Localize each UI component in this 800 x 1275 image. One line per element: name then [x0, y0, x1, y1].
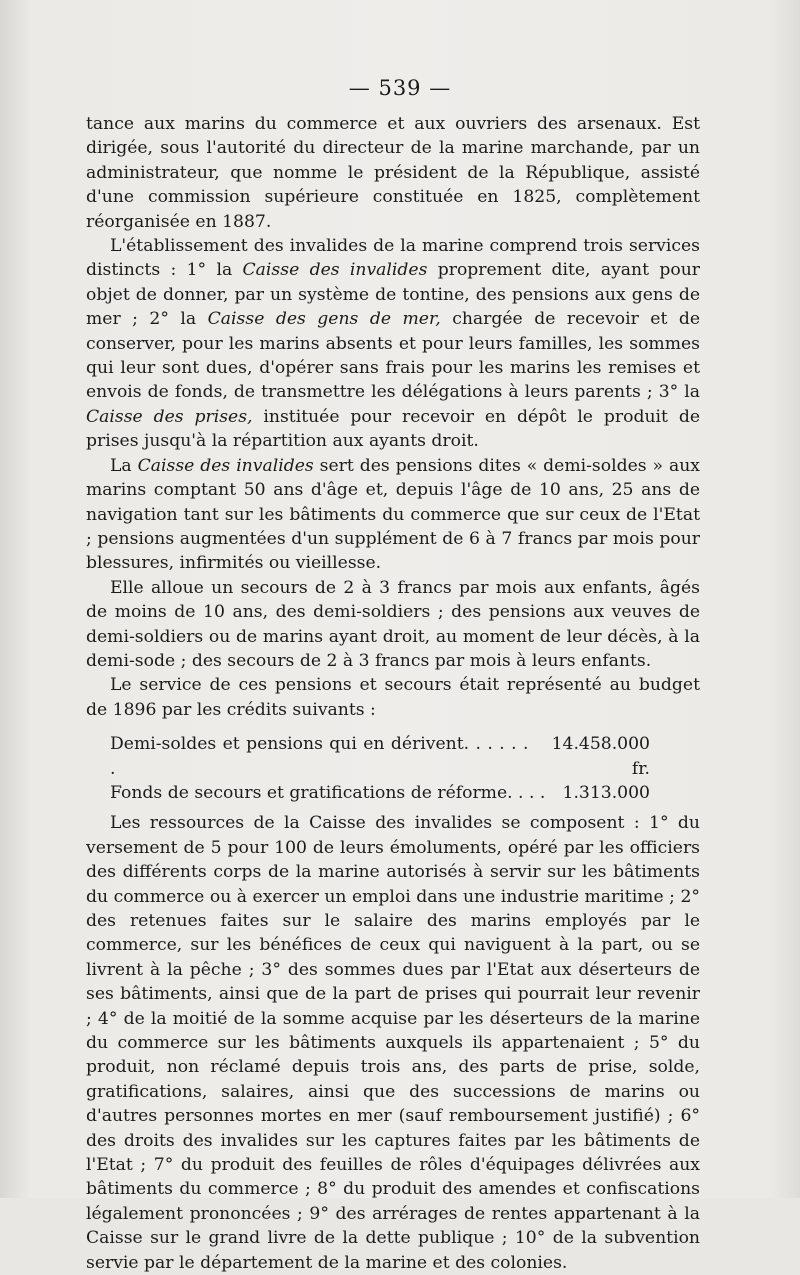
budget-row [110, 732, 650, 781]
paragraph-1: tance aux marins du commerce et aux ouvriers des arsenaux. Est dirigée, sous l'autorité du directeur de la marine marchande, par un administrateur, que nomme le président de la République, assisté d'une commission supérieure constituée en 1825, complètement réorganisée en 1887. [86, 114, 700, 232]
budget-label: Demi-soldes et pensions qui en dérivent. . . . . . . [110, 734, 529, 779]
budget-table [110, 732, 700, 805]
budget-amount: 14.458.000 fr. [551, 734, 650, 779]
budget-label: Fonds de secours et gratifications de réforme. . . . [110, 782, 546, 803]
term-caisse-prises: Caisse des prises, [86, 406, 253, 427]
paragraph-6: Les ressources de la Caisse des invalides se composent : 1° du versement de 5 pour 100 de leurs émoluments, opéré par les officiers des différents corps de la marine autorisés à servir sur les bâtiments du commerce ou à exercer un emploi dans une industrie maritime ; 2° des retenues faites sur le salaire des marins employés par le commerce, sur les bénéfices de ceux qui naviguent à la part, ou se livrent à la pêche ; 3° des sommes dues par l'Etat aux déserteurs de ses bâtiments, ainsi que de la part de prises qui pourrait leur revenir ; 4° de la moitié de la somme acquise par les déserteurs de la marine du commerce sur les bâtiments auxquels ils appartenaient ; 5° du produit, non réclamé depuis trois ans, des parts de prise, solde, gratifications, salaires, ainsi que des successions de marins ou d'autres personnes mortes en mer (sauf remboursement justifié) ; 6° des droits des invalides sur les captures faites par les bâtiments de l'Etat ; 7° du produit des feuilles de rôles d'équipages délivrées aux bâtiments du commerce ; 8° du produit des amendes et confiscations légalement prononcées ; 9° des arrérages de rentes appartenant à la Caisse sur le grand livre de la dette publique ; 10° de la subvention servie par le département de la marine et des colonies. [86, 813, 700, 1273]
budget-row [110, 781, 650, 805]
term-caisse-gens-de-mer: Caisse des gens de mer, [207, 309, 441, 330]
paragraph-4: Elle alloue un secours de 2 à 3 francs par mois aux enfants, âgés de moins de 10 ans, des demi-soldiers ; des pensions aux veuves de demi-soldiers ou de marins ayant droit, au moment de leur décès, à la demi-sode ; des secours de 2 à 3 francs par mois à leurs enfants. [86, 577, 700, 671]
term-caisse-invalides: Caisse des invalides [242, 260, 428, 281]
budget-amount: 1.313.000 [562, 782, 650, 803]
page-number: — 539 — [348, 76, 452, 100]
paragraph-5: Le service de ces pensions et secours était représenté au budget de 1896 par les crédits suivants : [86, 675, 700, 720]
paragraph-2: L'établissement des invalides de la marine comprend trois services distincts : 1° la Caisse des invalides proprement dite, ayant pour objet de donner, par un système de tontine, des pensions aux gens de mer ; 2° la Caisse des gens de mer, chargée de recevoir et de conserver, pour les marins absents et pour leurs familles, les sommes qui leur sont dues, d'opérer sans frais pour les marins les remises et envois de fonds, de transmettre les délégations à leurs parents ; 3° la Caisse des prises, instituée pour recevoir en dépôt le produit de prises jusqu'à la répartition aux ayants droit. [86, 236, 701, 452]
term-caisse-invalides-2: Caisse des invalides [137, 455, 314, 476]
paragraph-3: La Caisse des invalides sert des pensions dites « demi-soldes » aux marins comptant 50 ans d'âge et, depuis l'âge de 10 ans, 25 ans de navigation tant sur les bâtiments du commerce que sur ceux de l'Etat ; pensions augmentées d'un supplément de 6 à 7 francs par mois pour blessures, infirmités ou vieillesse. [86, 455, 700, 574]
page-body [86, 112, 700, 1275]
